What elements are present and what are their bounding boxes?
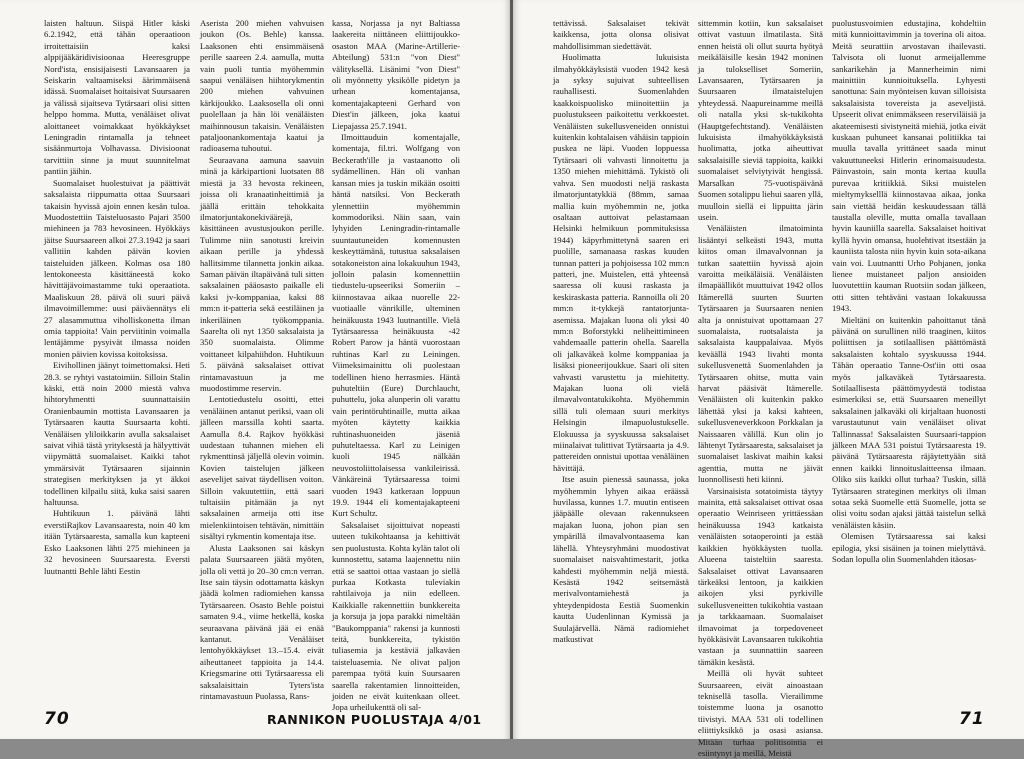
paragraph: Meillä oli hyvät suhteet Suursaareen, eivät ainoastaan teknisellä tasolla. Vierailimme toistemme luona ja osanotto tiivistyi. MAA 531 oli todellinen eliittiyksikkö ja osasi asiansa. Mitään turhaa politisointia ei esiintynyt ja meillä, Meistä (698, 668, 823, 758)
paragraph: tettävissä. Saksalaiset tekivät kaikkensa, jotta olonsa olisivat mahdollisimman siedettävät. (553, 18, 689, 51)
left-footer (0, 699, 510, 729)
paragraph: sittemmin kotiin, kun saksalaiset ottivat vastuun ilmatilasta. Sitä ennen heistä oli ollut suurta hyötyä meikäläisille kesän 1942 moninen ja tulokselliset Someriin, Lavansaaren, Tytärsaaren ja Suursaaren ilmataistelujen yhteydessä. Naapureinamme meillä oli natalla yksi sk-tukikohta (Hauptgefechtstand). Venäläisten lukuisista ilmahyökkäyksistä huolimatta, jotka aiheuttivat saksalaisille sieviä tappioita, kaikki suomalaiset selviytyivät hengissä. Marsalkan 75-vuotispäivänä Suomen sotalippu liehui saaren yllä, muulloin siellä ei lippuitta järin usein. (698, 18, 823, 222)
paragraph: Varsinaisista sotatoimista täytyy mainita, että saksalaiset ottivat osaa operaatio Weinriseen yrittäessäan heinäkuussa 1943 katkaista venäläisten sotaoperointi ja estää kaikkien hyökkäysten tuolla. Alueena taisteltiin saaresta. Saksalaiset ottivat Lavansaaren tärkeäksi lentoon, ja kaikkien aikojen yksi pyrkiville sukellusveneitten tukikohtia vastaan ja tarkkaamaan. Suomalaiset ilmavoimat ja torpedoveneet hyökkäsivät Lavansaaren tukikohtia vastaan ja suunnattiin saareen tämäkin kesästä. (698, 485, 823, 667)
magazine-title: RANNIKON PUOLUSTAJA 4/01 (267, 712, 482, 727)
right-footer (513, 699, 1024, 729)
left-page (0, 0, 510, 739)
paragraph: Lentotiedustelu osoitti, ettei venäläinen antanut periksi, vaan oli jälleen marssilla kohti saarta. Aamulla 8.4. Rajkov hyökkäsi uudestaan tuhannen miehen eli rykmenttinsä jäljellä olevin voimin. Kovien taistelujen jälkeen asevelijet saivat täydellisen voiton. Silloin vakuutettiin, että saari tultaisiin pitämään ja nyt saksalainen armeija otti itse mielenkiintoisen tehtävän, nimittäin sisältyi rykmentin komentaja itse. (200, 394, 324, 542)
left-column-1 (44, 18, 190, 686)
right-column-1 (553, 18, 689, 686)
paragraph: Aseristа 200 miehen vahvuisen joukon (Os. Behle) kanssa. Laaksonen ehti ensimmäisenä perille saareen 2.4. aamulla, mutta vain puoli tuntia myöhemmin saapui venäläisen hiihtorykmentin 200 miehen vahvuinen kärkijoukko. Laaksosella oli onni puolellaan ja hän löi venäläisten maihinnousun takaisin. Venäläisten pataljoonankomentaja kaatui ja radioasema tuhoutui. (200, 18, 324, 154)
paragraph: Seuraavana aamuna saavuin minä ja kärkipartioni luotsaten 88 miestä ja 33 hevosta rekineen, joissa oli kranaatinheittimiä ja jäällä erittäin tehokkaita ilmatorjuntakonekiväärejä, käsittäneen avustusjoukon perille. Tulimme niin sanotusti kreivin aikaan perille ja yhdessä hallitsimme tilannetta jonkin aikaa. Saman päivän iltapäivänä tuli sitten saksalainen pääosasto paikalle eli kaksi jv-komppaniaa, kaksi 88 mm:n it-patteria sekä eestiläinen ja inkeriläinen työkomppania. Saarelta oli nyt 1350 saksalaista ja 350 suomalaista. Olimme voittaneet kilpahiihdon. Huhtikuun 5. päivänä saksalaiset ottivat rintamavastuun ja me muodostimme reservin. (200, 154, 324, 393)
paragraph: Venäläisten ilmatoiminta lisääntyi selkeästi 1943, mutta kiitos oman ilmavalvonnan ja tutkan saatettiin hyvissä ajoin varoitta meikäläisiä. Venäläisten ilmapäälliköt muuttuivat 1942 ollos Itämerellä suurten Suurten Tytärsaaren ja Suursaaren nenien alta ja onnistuivat upottamaan 27 suomalaista, ruotsalaista ja saksalaista kauppalaivaa. Myös keväällä 1943 livahti monta sukellusvenettä Suomenlahden ja Tytärsaaren ohitse, mutta vain harvat pääsivät Itämerelle. Venäläisten oli kuitenkin pakko lähettää yksi ja kaksi kahteen, sukellusveneverkkoon Porkkalan ja Naissaaren välillä. Kun olin jo lähtenyt Tytärsaaresta, saksalaiset ja suomalaiset laskivat maihin kaksi agenttia, mutta ne jäivät luonnollisesti heti kiinni. (698, 223, 823, 485)
right-column-3 (832, 18, 986, 686)
paragraph: Mieltäni on kuitenkin pahoittanut tänä päivänä on surullinen nilö traaginen, kiitos poliittisen ja sotilaallisen päättömästä saksalaisten kohtalo syyskuussa 1944. Tähän operaatio Tanne-Ost'iin otti osaa myös jalkaväkeä Tytärsaaresta. Sotilaallisesta päättömyydestä todistaa esimerkiksi se, että Suursaaren meneillyt saksalainen jalkaväki oli kirjaltaan huonosti varustautunut vain venäläiset olivat Tallinnassa! Saksalaisten Suursaari-tappion jälkeen MAA 531 poistui Tytärsaaresta 19. päivänä Tytärsaaresta räjäytettyään sitä ennen kaikki linnoituslaitteensa ilmaan. Oliko siis kaikki ollut turhaa? Tuskin, sillä Tytärsaaren strateginen merkitys oli ilman sotaa sekä Suomelle että Suomelle, jotta se olisi voitu sodan ajaksi jättää taistelun selkä venäläisten käsiin. (832, 314, 986, 530)
page-number-left: 70 (44, 709, 70, 729)
paragraph: Alusta Laaksonen sai käskyn palata Suursaareen jäätä myöten, jolla oli vettä jo 20–30 cm:n verran. Itse sain täysin odottamatta käskyn jäädä kolmen radiomiehen kanssa Tytärsaareen. Osasto Behle poistui samaten 9.4., viime hetkellä, koska seuraavana päivänä jää ei enää kantanut. Venäläiset lentohyökkäykset 13.–15.4. eivät aiheuttaneet tappioita ja 14.4. Kriegsmarine otti Tytärsaaressa eli saksalaisittain Tyters'ista rintamavastuun Puolassa, Rans- (200, 542, 324, 701)
paragraph: Olemisen Tytärsaaressa sai kaksi epilogia, yksi sisäinen ja toinen mielyttävä. Sodan lopulla olin Suomenlahden itäosas- (832, 531, 986, 565)
paragraph: laisten haltuun. Siispä Hitler käski 6.2.1942, että tähän operaatioon irroitettaisiin kaksi alppijääkäridivisioonaa Heeresgruppe Nord'ista, ensisijaisesti Lavansaaren ja Seiskarin valtaamiseksi äärimmäisenä idässä. Suomalaiset hoitaisivat Suursaaren ja välissä sijaitseva Tytärsaari olisi sitten helppo homma. Mutta, venäläiset olivat aloittaneet voimakkaat hyökkäykset Leningradin rintamalla ja tehneet sisäänmurtoja Volhavassa. Divisioonat tarvittiin sinne ja muut suunnitelmat pantiin jäihin. (44, 18, 190, 177)
paragraph: Huolimatta lukuisista ilmahyökkäyksistä vuoden 1942 kesä ja syksy sujuivat suhteellisen rauhallisesti. Suomenlahden kaakkoispuolisko miinoitettiin ja puolustukseen paikoitettu verkkoestet. Venäläisten sukellusveneiden onnistui kuitenkin kohtalaisen vähäisin tappioin puskea ne läpi. Vuoden loppuessa Tytärsaari oli vahvasti linnoitettu ja 1350 miehen miehittämä. Tykistö oli vahva. Sen muodosti neljä raskasta ilmatorjuntatykkiä (88mm, samaa mallia kuin myöhemmin ne, jotka osaltaan auttoivat pelastamaan Helsinki helmikuun pommituksissa 1944) käpyrhmittetynä saaren eri puolille, samanaasa raskas kuuden tunnan patteri ja pohjoisessa 102 mm:n patteri, jne. Muistelen, että yhteensä saaressa oli kuusi raskasta ja keskiraskasta patteria. Rannoilla oli 20 mm:n it-tykkejä rantatorjunta-asemissa. Majakan luona oli yksi 40 mm:n Boforstykki neliheittimineen vahdemaalle patterin ohella. Saarella oli jalkaväkeä kolme komppaniaa ja lisäksi pioneerijoukkue. Saari oli siten vahvasti varustettu ja miehitetty. Majakan luona oli vielä ilmavalvontatukikohta. Myöhemmin sillä tuli olemaan suuri merkitys Helsingin ilmapuolustukselle. Elokuussa ja syyskuussa saksalaiset miinalaivat tulittivat Tytärsaarta ja 4.9. pattereiden onnistui upottaa venäläinen hävittäjä. (553, 52, 689, 473)
paragraph: Saksalaiset sijoittuivat nopeasti uuteen tukikohtaansa ja kehittivät sen puolustusta. Kohta kylän talot oli kunnostettu, satama laajennettu niin että se saattoi ottaa vastaan jo siellä purkaa Kotkasta tuleviakin rahtilaivoja ja niin edelleen. Kaikkialle rakennettiin bunkkereita ja korsuja ja jopa parakki nimeltään "Baukomppania" rakensi ja kunnosti teitä, bunkkereita, tykistön tuliasemia ja kestäviä jalkaväen taisteluasemia. Ne olivat paljon parempaa työtä kuin Suursaaren saarella rakentamien linnoitteiden, joiden ne eivät kuitenkaan olleet. Jopa urheilukenttä oli sal- (332, 519, 460, 713)
left-column-2 (200, 18, 324, 701)
paragraph: kassa, Norjassa ja nyt Baltiassa laakereita niittäneen eliittijoukko-osaston MAA (Marine-Artillerie-Abteilung) 531:n "von Diest" välityksellä. Lisänimi "von Diest" oli myönnetty yksikölle pidetyn ja urhean komentajansa, komentajakapteeni Gerhard von Diest'in jälkeen, joka kaatui Liepajassa 25.7.1941. (332, 18, 460, 131)
right-column-2 (698, 18, 823, 758)
page-number-right: 71 (959, 709, 985, 729)
paragraph: Itse asuin pienessä saunassa, joka myöhemmin lyhyen aikaa eräässä huvilassa, kunnes 1.7. muutin entiseen jääpäälle olevaan rakennukseen majakan luona, johon pian sen ympärillä ilmavalvontaasema kan lähellä. Yhteysryhmäni muodostivat suomalaiset naisvahtimestarit, jotka kahdesti myöhemmin neljä miestä. Kesästä 1942 seitsemästä merivalvontamiehestä ja yhteydenpidosta Eestiä Suomenkin kautta Uudenlinnan Kymissä ja Suulajärvellä. Nämä radiomiehet matkustivat (553, 474, 689, 644)
paragraph: Suomalaiset huolestuivat ja päättivät saksalaista riippumatta ottaa Suursaari takaisin hyvissä ajoin ennen kesän tuloa. Muodostettiin Taisteluosasto Pajari 3500 miehineen ja 783 hevosineen. Hyökkäys jäitse Suursaareen alkoi 27.3.1942 ja saari vallitiin kahden päivän kovien taisteluiden jälkeen. Kolmas osa 180 lentokoneesta käsittäneestä koko hävittäjävoimastamme tuki operaatiota. Maaliskuun 28. päivä oli suuri päivä ilmavoimillemme: uusi päiväennätys eli 27 alasammuttua viholliskonetta ilman omia tappioita! Vain perviitinin voimalla lentäjämme pysyivät ilmassa noiden monien päivien kovissa koitoksissa. (44, 177, 190, 359)
paragraph: Huhtikuun 1. päivänä lähti everstiRajkov Lavansaaresta, noin 40 km itään Tytärsaaresta, samalla kun kapteeni Esko Laaksonen lähti 275 miehineen ja 32 hevosineen Suursaaresta. Eversti luutnantti Behle lähti Eestin (44, 508, 190, 576)
paragraph: Eivihollinen jäänyt toimettomaksi. Heti 28.3. se ryhtyi vastatoimiin. Silloin Stalin käski, että noin 2000 miestä vahva hihtoryhmentti suunnattaisiin Oranienbaumin mottista Lavansaaren ja Tytärsaaren kautta Suursaarta kohti. Venäläisen yliloikkarin avulla saksalaiset saivat vihiä tästä yrityksestä ja hälyyttivät viipymättä suomalaiset. Kaikki tahot ymmärsivät Tytärsaaren sijainnin strategisen merkityksen ja yt äkkoi todellinen kilpailu siitä, kuka saisi saaren haltuunsa. (44, 360, 190, 508)
paragraph: Ilmoittauduin komentajalle, komentaja, fil.tri. Wolfgang von Beckerath'ille ja vastaanotto oli sydämellinen. Hän oli vanhan kansan mies ja tuskin mikään osoitti häntä natsiksi. Von Beckerath ylennettiin myöhemmin kommodoriksi. Näin saan, vain lyhyiden Leningradin-rintamalle suuntautuneiden komennusten keskeyttämänä, tutustua saksalaisen sotakoneiston aina lokakuuhun 1943, jolloin palasin komennettiin tiedustelu-upseeriksi Someriin – kiinnostavaa aikaa nuorelle 22-vuotiaalle vänrikille, ulteminen heinäkuusta 1943 luutnantille. Vielä Tytärsaaressa heinäkuusta -42 Robert Parow ja häntä vuorostaan ruhtinas Karl zu Leiningen. Viimeksimainittu oli puolestaan todellinen hieno herrasmies. Häntä puhuteltiin (Eure) Durchlaucht, puhuttelu, joka alunperin oli varattu vain perintöruhtinaille, mutta aikaa myöten käytetty kaikkia ruhtinashuoneiden jäseniä puhuteltaessa. Karl zu Leinigen kuoli 1945 nälkään neuvostoliittolaisessa vankileirissä. Vänkäreinä Tytärsaaressa toimi vuoden 1943 katkeraan loppuun 19.9. 1944 eli komentajakapteeni Kurt Schultz. (332, 132, 460, 519)
left-column-3 (332, 18, 460, 713)
paragraph: puolustusvoimien edustajina, kohdeltiin mitä kunnioittavimmin ja toverina oli aitoa. Meitä seurattiin arvostavan ihailevasti. Talvisota oli luonut armeijallemme sankarikehän ja Mannerheimin nimi mainittiin kunnioituksella. Lyhyesti sanottuna: Sain myönteisen kuvan silloisista saksalaisista tovereista ja aseveljistä. Upseerit olivat enimmäkseen reserviläisiä ja akateemisesti sivistyneitä miehiä, jotka eivät kuskaan puhuneet kansanai politiikka tai muulla tavalla yrittäneet saada minut vakuuttuneeksi Hitlerin erinomaisuudesta. Päinvastoin, sain monta kertaa kuulla purevaa kritiikkiä. Siksi muistelen mieltymykselllä kiinnostavaa aikaa, jonka sain viettää heidän keskuudessaan tällä taustalla oleville, mutta omalla tavallaan hyvin kauniilla saarella. Saksalaiset hoitivat kyllä hyvin omansa, huolehtivat itsestään ja kauniista talosta niin hyvin kuin sota-aikana vain voi. Luutnantti Urho Pohjanen, jonka lienee muistaneet paljon ansioiden luovutettiin kauman Ruotsiin sodan jälkeen, otti sitten tehtäväni vastaan lokakuussa 1943. (832, 18, 986, 314)
right-page (513, 0, 1024, 758)
